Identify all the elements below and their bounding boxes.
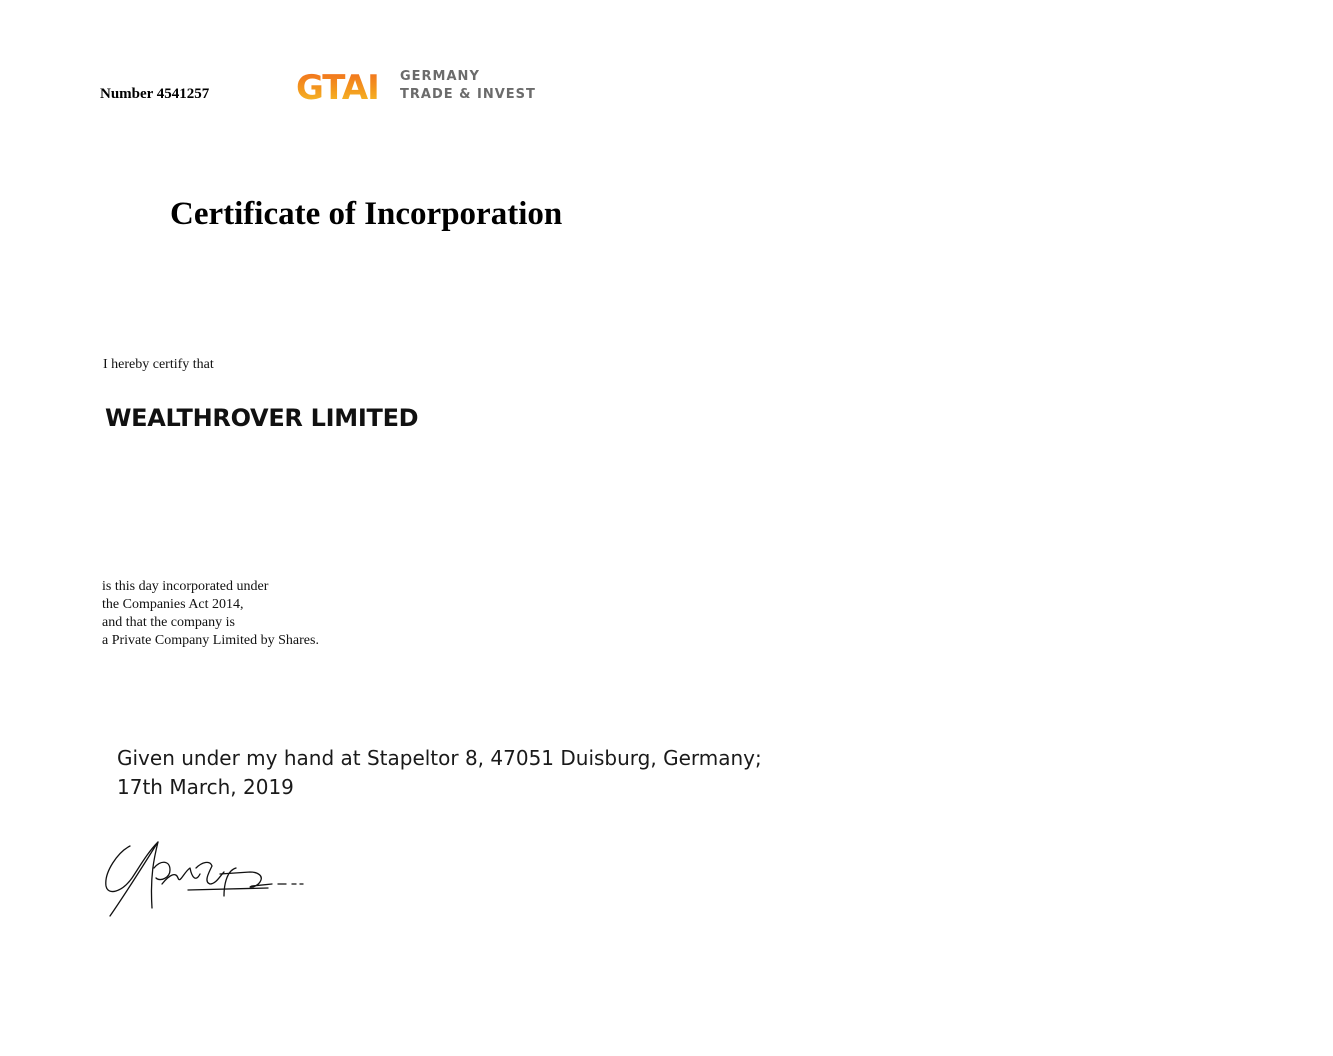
given-under-hand-text: Given under my hand at Stapeltor 8, 47051 Duisburg, Germany; 17th March, 2019 <box>117 746 762 799</box>
page-title: Certificate of Incorporation <box>170 196 563 232</box>
logo-line-germany: GERMANY <box>400 69 480 84</box>
logo-mark: GTAI <box>296 68 379 108</box>
gtai-logo <box>296 66 556 106</box>
statement-line: and that the company is <box>102 615 235 630</box>
certify-text: I hereby certify that <box>103 357 214 372</box>
logo-text <box>400 68 536 104</box>
company-name: WEALTHROVER LIMITED <box>105 404 419 432</box>
statement-line: the Companies Act 2014, <box>102 597 244 612</box>
statement-line: a Private Company Limited by Shares. <box>102 633 319 648</box>
certificate-number: Number 4541257 <box>100 86 210 102</box>
incorporation-statement <box>102 578 319 650</box>
logo-line-trade-invest: TRADE & INVEST <box>400 87 536 102</box>
signature-icon <box>100 838 310 922</box>
statement-line: is this day incorporated under <box>102 579 269 594</box>
